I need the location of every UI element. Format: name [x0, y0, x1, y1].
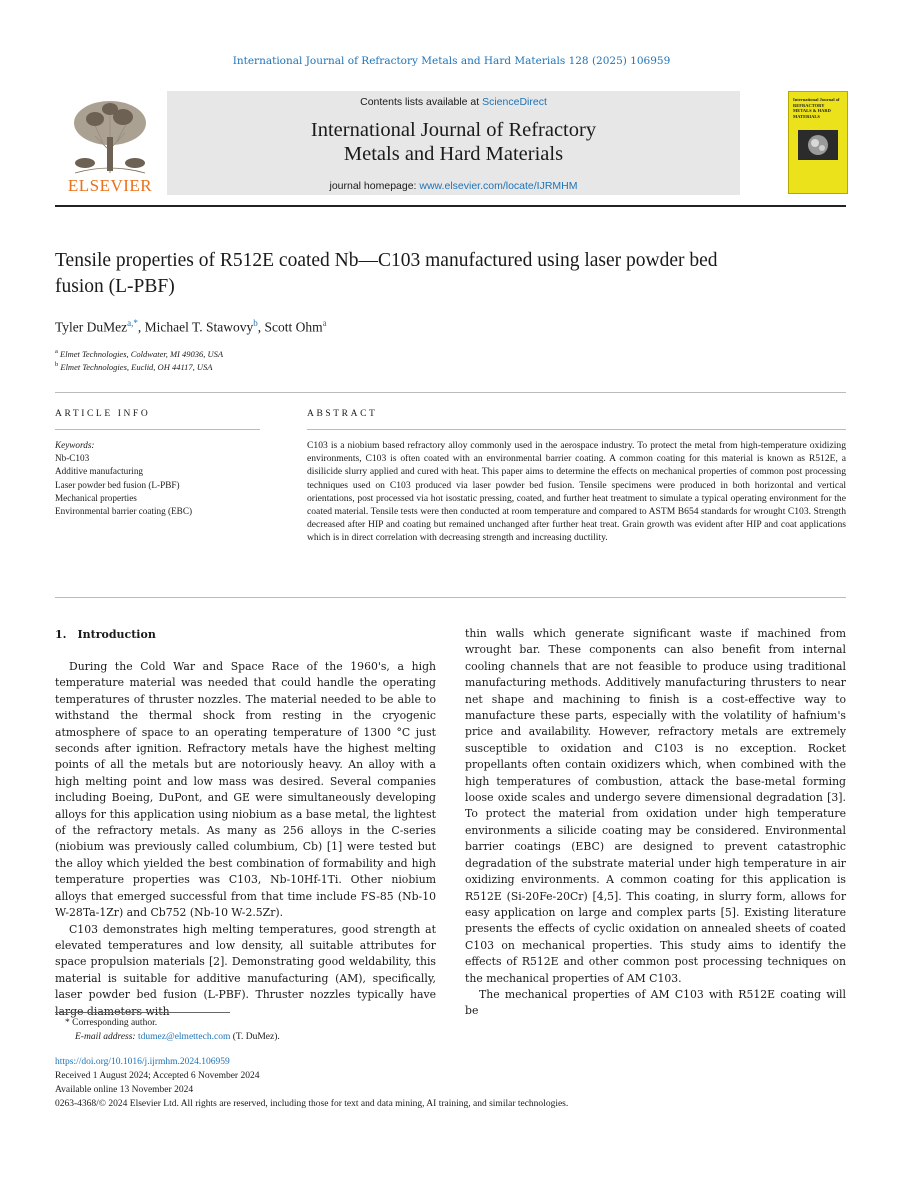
contents-line	[167, 96, 740, 108]
cover-micrograph-image	[798, 130, 838, 160]
abstract-bottom-rule	[55, 597, 846, 598]
article-info-heading: ARTICLE INFO	[55, 409, 151, 419]
author-list	[55, 318, 327, 336]
journal-title-line-2: Metals and Hard Materials	[343, 143, 564, 165]
body-paragraph: C103 demonstrates high melting temperatures, good strength at elevated temperatures and low density, all suitable attributes for space propulsion materials [2]. Demonstrating good weldability, this material is suitable for additive manufacturing (AM), specifically, laser powder bed fusion (L-PBF). Thruster nozzles typically have large diameters with	[55, 922, 436, 1018]
author-name[interactable]: Michael T. Stawovy	[144, 319, 254, 335]
author-name[interactable]: Scott Ohm	[264, 319, 323, 335]
article-title: Tensile properties of R512E coated Nb—C103 manufactured using laser powder bed fusion (L-PBF)	[55, 250, 718, 297]
author-name[interactable]: Tyler DuMez	[55, 319, 128, 335]
sciencedirect-link[interactable]: ScienceDirect	[482, 96, 547, 108]
affiliation-text: Elmet Technologies, Coldwater, MI 49036, USA	[60, 348, 224, 359]
keyword: Laser powder bed fusion (L-PBF)	[55, 479, 180, 490]
cover-title: International Journal of REFRACTORY METALS & HARD MATERIALS	[793, 97, 840, 119]
abstract-heading: ABSTRACT	[307, 409, 378, 419]
body-paragraph: During the Cold War and Space Race of the 1960's, a high temperature material was needed that could handle the operating temperatures of thruster nozzles. The material needed to be able to withstand the thermal shock from resting in the cryogenic atmosphere of space to an operating temperature of 1300 °C just seconds after ignition. Refractory metals have the highest melting points of all the metals but are notoriously heavy. An alloy with a high melting point and low mass was desired. Several companies including Boeing, DuPont, and GE were simultaneously developing alloys for this application using niobium as a base metal, the lightest of the refractory metals. As many as 256 alloys in the C-series (niobium was previously called columbium, Cb) [1] were tested but the alloy which yielded the best combination of formability and high temperature properties was C103, Nb-10Hf-1Ti. Other niobium alloys that emerged successful from that time include FS-85 (Nb-10 W-28Ta-1Zr) and Cb752 (Nb-10 W-2.5Zr).	[55, 660, 436, 920]
body-column-left	[55, 659, 436, 1020]
journal-reference-link[interactable]: International Journal of Refractory Metals and Hard Materials 128 (2025) 106959	[232, 55, 671, 67]
online-date: Available online 13 November 2024	[55, 1085, 194, 1095]
author-email-link[interactable]: tdumez@elmettech.com	[137, 1032, 231, 1042]
keyword: Additive manufacturing	[55, 466, 144, 477]
keyword: Environmental barrier coating (EBC)	[55, 506, 193, 517]
body-paragraph: The mechanical properties of AM C103 with R512E coating will be	[465, 987, 846, 1018]
email-label: E-mail address:	[75, 1032, 138, 1042]
journal-cover-thumbnail[interactable]	[788, 91, 848, 194]
copyright-notice: 0263-4368/© 2024 Elsevier Ltd. All rights are reserved, including those for text and data mining, AI training, and similar technologies.	[55, 1099, 569, 1109]
contents-prefix: Contents lists available at	[360, 96, 483, 108]
corresponding-author-note: * Corresponding author.	[65, 1018, 158, 1028]
body-column-right	[465, 626, 846, 1020]
body-paragraph: thin walls which generate significant waste if machined from wrought bar. These components can also benefit from internal cooling channels that are not feasible to produce using traditional manufacturing methods. Additively manufacturing thrusters to near net shape and machining to finish is a cost-effective way to manufacture these parts, especially with the volatility of hafnium's price and availability. However, refractory metals are extremely susceptible to oxidation and C103 is no exception. Rocket propellants often contain oxidizers which, when combined with the high temperatures of combustion, attack the base-metal forming loose oxide scales and undergo severe dimensional degradation [3]. To protect the material from oxidation under high temperature environments a silicide coating may be considered. Environmental barrier coatings (EBC) are designed to prevent catastrophic degradation of the substrate material under high temperature in air oxidizing environments. A common coating for this application is R512E (Si-20Fe-20Cr) [4,5]. This coating, in slurry form, allows for easy application on large and complex parts [5]. Existing literature presents the effects of cyclic oxidation on annealed sheets of coated C103 on mechanical properties. This study aims to identify the effects of R512E and other common post processing techniques on the mechanical properties of AM C103.	[465, 627, 846, 985]
article-info-rule	[55, 429, 260, 430]
header-divider	[55, 205, 846, 207]
elsevier-wordmark: ELSEVIER	[67, 176, 153, 195]
affiliation-text: Elmet Technologies, Euclid, OH 44117, USA	[60, 361, 213, 372]
author-superscript[interactable]: a	[322, 318, 327, 328]
footnote-rule	[55, 1012, 230, 1013]
author-separator: ,	[257, 319, 265, 335]
journal-title-line-1: International Journal of Refractory	[310, 119, 597, 141]
affiliation	[55, 348, 223, 359]
footnotes	[55, 1016, 280, 1044]
journal-homepage-link[interactable]: www.elsevier.com/locate/IJRMHM	[419, 180, 578, 192]
author-separator: ,	[137, 319, 145, 335]
affiliation	[55, 361, 212, 372]
journal-masthead	[167, 91, 740, 195]
email-suffix: (T. DuMez).	[230, 1032, 280, 1042]
abstract-text: C103 is a niobium based refractory alloy commonly used in the aerospace industry. To protect the metal from high-temperature oxidizing environments, C103 is often coated with an environmental barrier coating. A common coating for this material is known as R512E, a disilicide slurry applied and cured with heat. This paper aims to determine the effects on mechanical properties of common post processing techniques used on C103 produced via laser powder bed fusion. Tensile specimens were produced in both horizontal and vertical orientations, post processed via hot isostatic pressing, coated, and further heat treatment to simulate a typical operating environment for the coated material. Tensile tests were then conducted at room temperature and compared to ASTM B654 standards for wrought C103. Strength decreased after HIP and coating but remained unchanged after further heat treat. Grain growth was evident after HIP and coat applications which is in direct correlation with decreasing strength and increasing ductility.	[307, 440, 846, 544]
introduction-heading: 1. Introduction	[55, 628, 156, 641]
author-superscript[interactable]: b	[253, 318, 258, 328]
doi-link[interactable]: https://doi.org/10.1016/j.ijrmhm.2024.106959	[55, 1057, 230, 1067]
affiliation-marker: b	[55, 361, 59, 368]
keywords-label: Keywords:	[55, 440, 95, 450]
abstract-rule	[307, 429, 846, 430]
keyword: Nb-C103	[55, 453, 90, 464]
author-superscript[interactable]: a,*	[127, 318, 138, 328]
affiliation-marker: a	[55, 348, 58, 355]
email-line	[55, 1030, 280, 1044]
keywords-block	[55, 439, 260, 518]
homepage-prefix: journal homepage:	[329, 180, 420, 192]
homepage-line	[167, 180, 740, 192]
article-metadata	[55, 1055, 568, 1111]
journal-title	[167, 118, 740, 166]
affiliation-divider	[55, 392, 846, 393]
received-dates: Received 1 August 2024; Accepted 6 November 2024	[55, 1071, 260, 1081]
keyword: Mechanical properties	[55, 492, 137, 503]
